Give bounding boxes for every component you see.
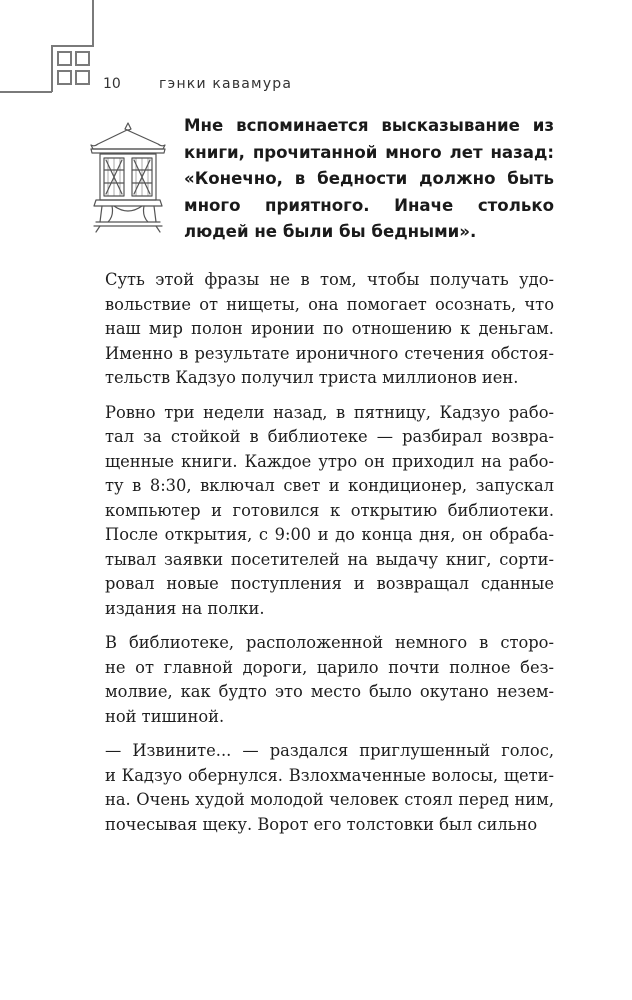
text-line: После открытия, с 9:00 и до конца дня, он обраба- — [105, 525, 554, 544]
paragraph — [105, 401, 554, 622]
running-title: гэнки кавамура — [159, 76, 293, 92]
text-line: Именно в результате ироничного стечения обстоя- — [105, 343, 554, 363]
text-line: молвие, как будто это место было окутано незем- — [105, 682, 554, 701]
text-line: тывал заявки посетителей на выдачу книг, сорти- — [105, 549, 554, 569]
text-line: не от главной дороги, царило почти полное без- — [105, 657, 554, 677]
text-line: и Кадзуо обернулся. Взлохмаченные волосы, щети- — [105, 765, 554, 785]
text-line: компьютер и готовился к открытию библиотеки. — [105, 500, 554, 520]
text-line: почесывая щеку. Ворот его толстовки был сильно — [105, 814, 538, 834]
body-text — [105, 268, 554, 847]
paragraph — [105, 739, 554, 837]
lantern-icon — [84, 122, 172, 234]
text-line: издания на полки. — [105, 598, 265, 618]
paragraph — [105, 631, 554, 729]
epigraph-text: Мне вспоминается высказывание из книги, прочитанной много лет назад: «Конечно, в бедности должно быть много приятного. Иначе столько людей не были бы бедными». — [184, 116, 554, 241]
text-line: В библиотеке, расположенной немного в сторо- — [105, 633, 554, 652]
page-number: 10 — [103, 76, 121, 92]
text-line: ной тишиной. — [105, 706, 225, 726]
text-line: на. Очень худой молодой человек стоял перед ним, — [105, 790, 554, 809]
text-line: ту в 8:30, включал свет и кондиционер, запускал — [105, 476, 554, 495]
text-line: Суть этой фразы не в том, чтобы получать удо- — [105, 270, 554, 289]
corner-ornament — [0, 0, 100, 100]
text-line: Ровно три недели назад, в пятницу, Кадзуо рабо- — [105, 402, 554, 422]
text-line: вольствие от нищеты, она помогает осознать, что — [105, 294, 554, 314]
text-line: ровал новые поступления и возвращал сданные — [105, 574, 554, 593]
text-line: — Извините... — раздался приглушенный голос, — [105, 741, 554, 760]
text-line: наш мир полон иронии по отношению к деньгам. — [105, 319, 554, 338]
paragraph — [105, 268, 554, 391]
text-line: щенные книги. Каждое утро он приходил на рабо- — [105, 451, 554, 471]
text-line: тал за стойкой в библиотеке — разбирал возвра- — [105, 427, 554, 446]
text-line: тельств Кадзуо получил триста миллионов иен. — [105, 368, 519, 387]
